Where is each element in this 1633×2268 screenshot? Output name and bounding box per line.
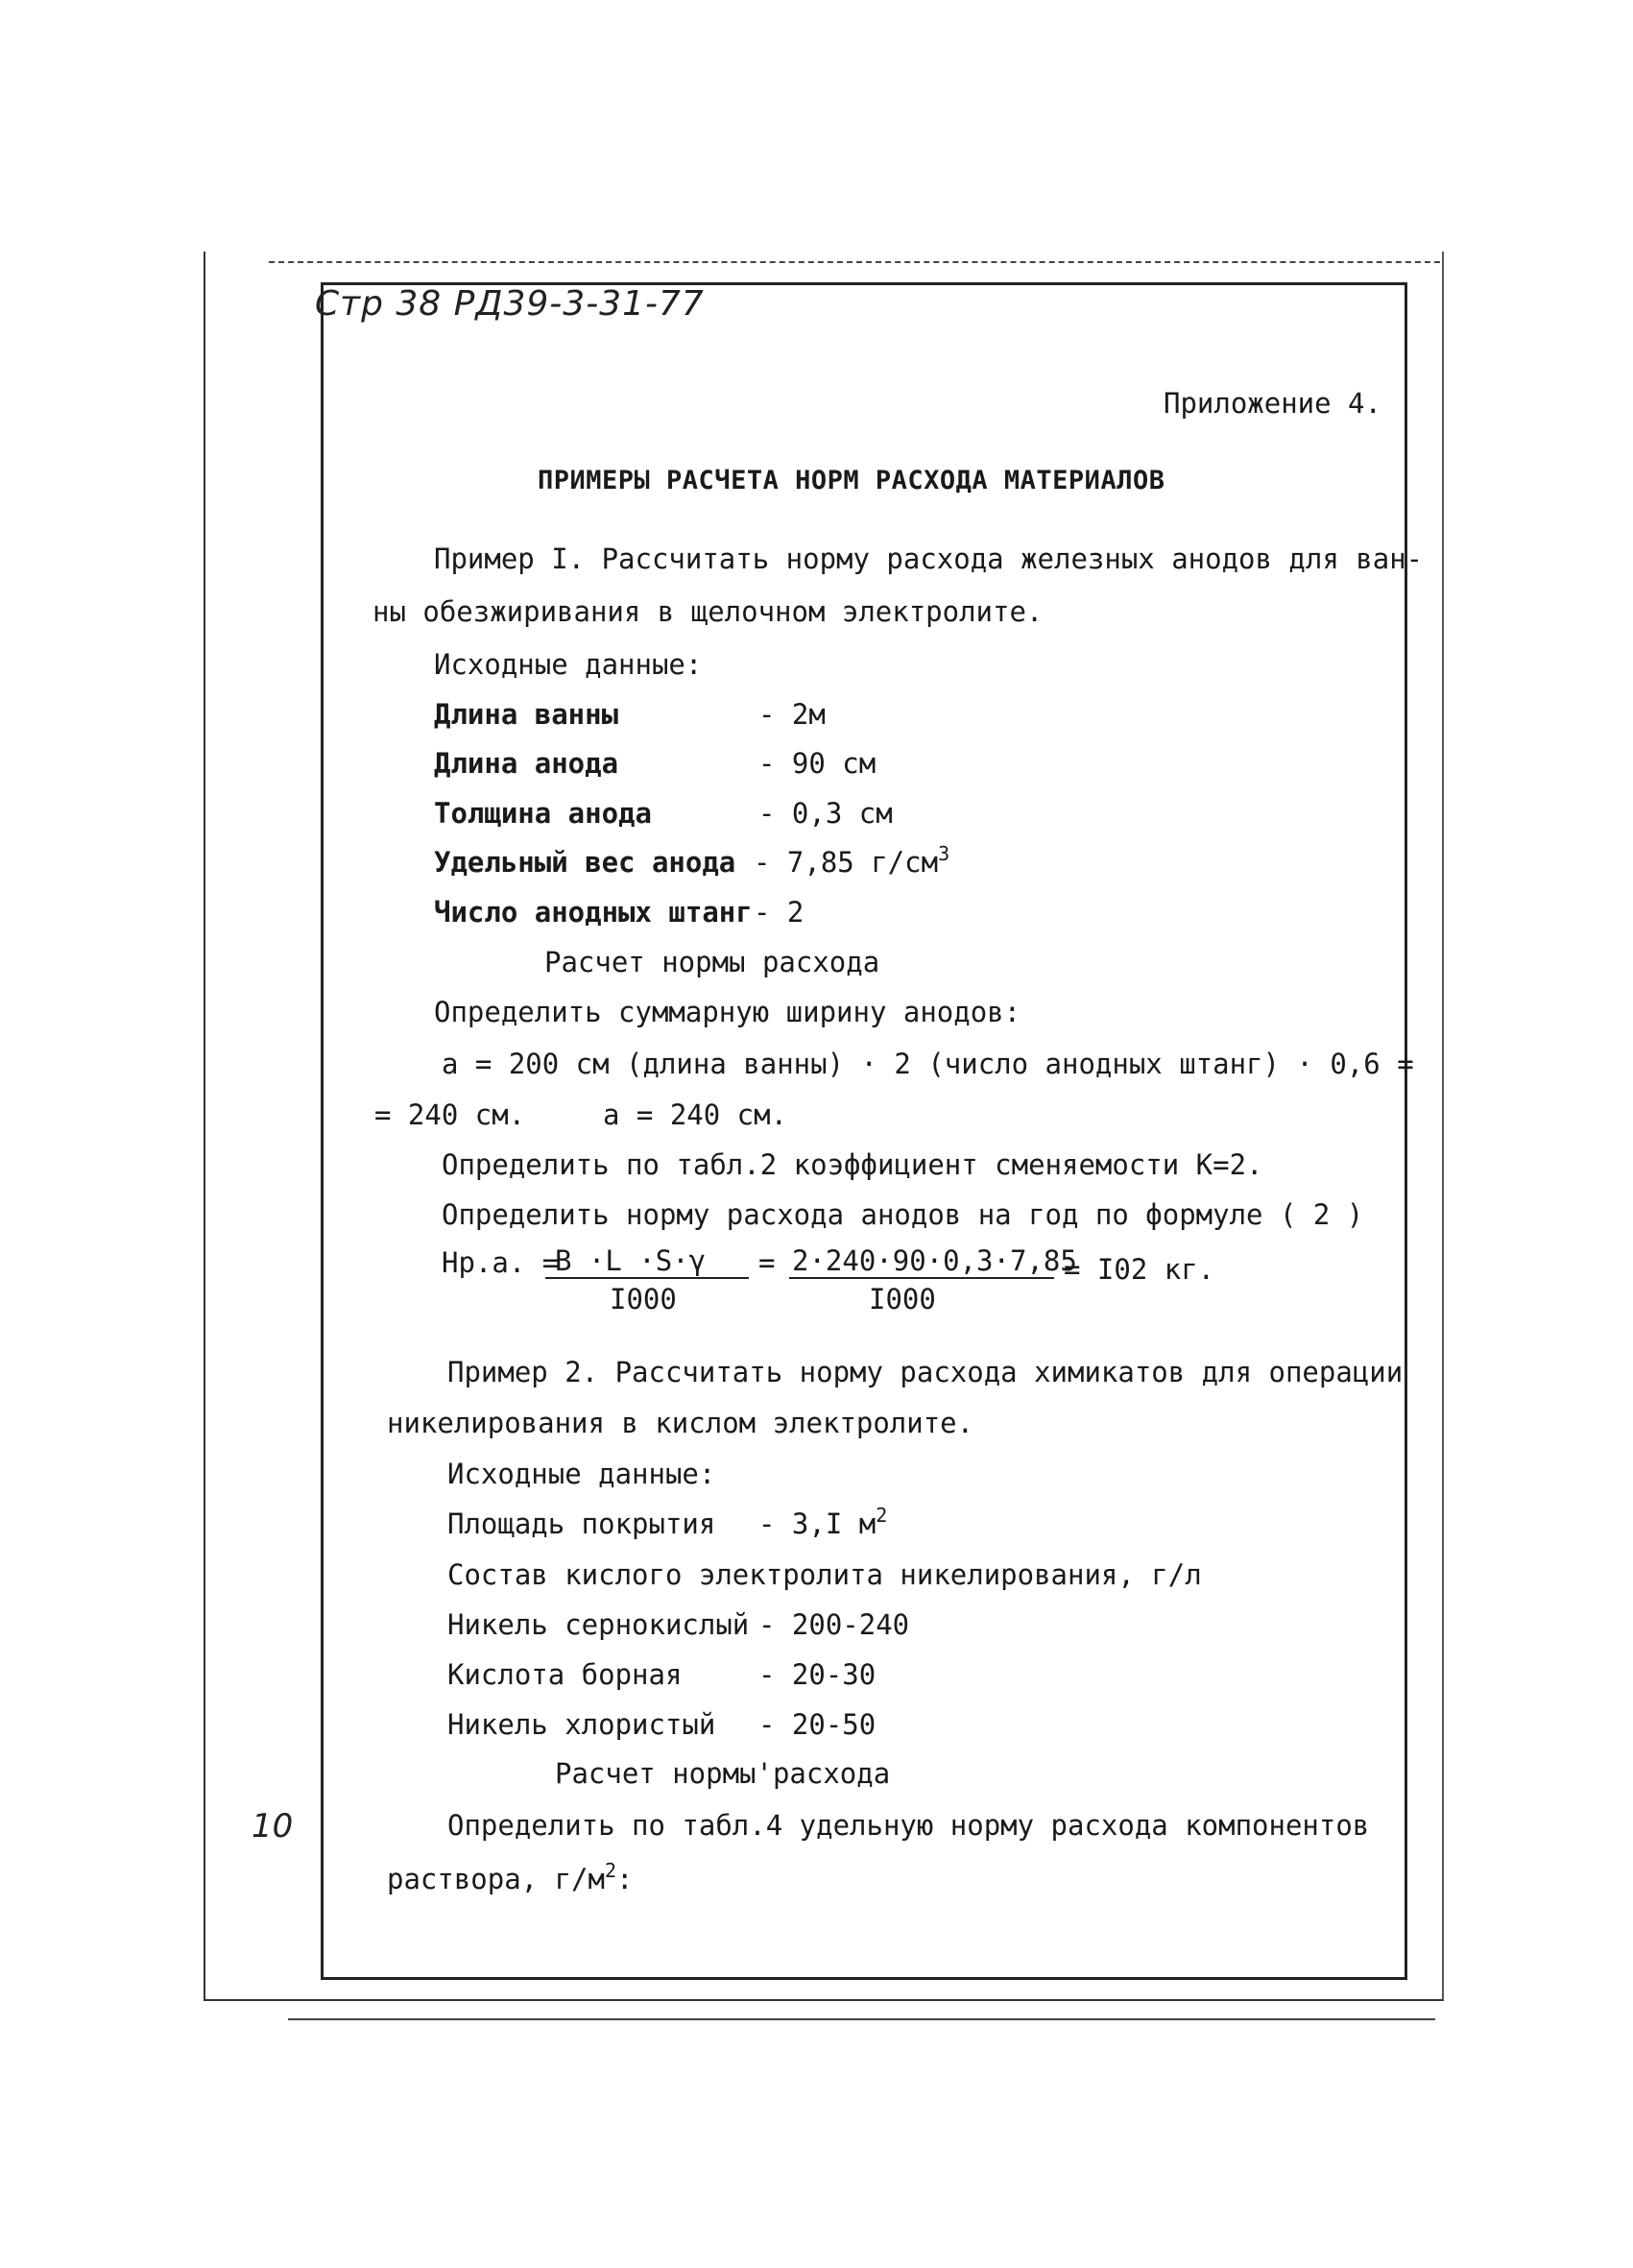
param-value: - 90 см xyxy=(758,747,877,780)
norm-equals: = xyxy=(758,1246,776,1279)
norm-denominator-2: I000 xyxy=(869,1283,936,1315)
example2-intro-line1: Пример 2. Рассчитать норму расхода химикатов для операции xyxy=(447,1356,1404,1388)
bottom-rule xyxy=(288,2018,1435,2020)
norm-denominator: I000 xyxy=(610,1283,677,1315)
example1-step2: Определить по табл.2 коэффициент сменяемости К=2. xyxy=(442,1148,1263,1181)
component-label: Кислота борная xyxy=(447,1658,683,1691)
area-label: Площадь покрытия xyxy=(447,1508,716,1540)
example2-calc-heading: Расчет нормы'расхода xyxy=(555,1757,891,1790)
outer-frame-top-rule xyxy=(269,261,1440,263)
example1-formula-line2b: а = 240 см. xyxy=(603,1098,788,1131)
example1-formula-line1: а = 200 см (длина ванны) · 2 (число анодных штанг) · 0,6 = xyxy=(442,1048,1414,1080)
example1-formula-line2a: = 240 см. xyxy=(374,1098,526,1131)
norm-fraction-bar-2 xyxy=(789,1277,1054,1279)
component-value: - 20-30 xyxy=(758,1658,877,1691)
example1-step3: Определить норму расхода анодов на год по формуле ( 2 ) xyxy=(442,1198,1364,1231)
example1-step1: Определить суммарную ширину анодов: xyxy=(434,996,1021,1028)
component-value: - 20-50 xyxy=(758,1708,877,1741)
example2-step1-line2: раствора, $г/м^2$: xyxy=(387,1859,634,1895)
example1-intro-line1: Пример I. Рассчитать норму расхода железных анодов для ван- xyxy=(434,543,1424,575)
page-title: ПРИМЕРЫ РАСЧЕТА НОРМ РАСХОДА МАТЕРИАЛОВ xyxy=(538,466,1165,495)
component-label: Никель хлористый xyxy=(447,1708,716,1741)
example2-intro-line2: никелирования в кислом электролите. xyxy=(387,1407,974,1439)
example1-calc-heading: Расчет нормы расхода xyxy=(544,946,880,978)
param-value: - 0,3 см xyxy=(758,797,893,830)
example1-intro-line2: ны обезжиривания в щелочном электролите. xyxy=(372,595,1044,628)
norm-label: Нр.а. = xyxy=(442,1246,560,1279)
param-label: Удельный вес анода xyxy=(434,846,736,879)
appendix-label: Приложение 4. xyxy=(1164,387,1381,420)
document-stamp: Стр 38 РД39-3-31-77 xyxy=(315,284,705,324)
page-number: 10 xyxy=(252,1807,294,1846)
example2-step1: Определить по табл.4 удельную норму расхода компонентов xyxy=(447,1809,1370,1842)
param-label: Длина ванны xyxy=(434,698,619,731)
example1-source-heading: Исходные данные: xyxy=(434,648,703,681)
param-label: Толщина анода xyxy=(434,797,652,830)
param-label: Длина анода xyxy=(434,747,619,780)
norm-numerator: В ·L ·S·γ xyxy=(555,1244,707,1277)
component-label: Никель сернокислый xyxy=(447,1608,750,1641)
param-value: - 2 xyxy=(754,896,804,929)
area-value: - 3,I $м^2$ xyxy=(758,1504,888,1540)
norm-fraction-bar xyxy=(545,1277,749,1279)
param-label: Число анодных штанг xyxy=(434,896,753,929)
norm-result: = I02 кг. xyxy=(1064,1253,1215,1286)
norm-numerator-2: 2·240·90·0,3·7,85 xyxy=(792,1244,1077,1277)
component-value: - 200-240 xyxy=(758,1608,910,1641)
example2-source-heading: Исходные данные: xyxy=(447,1458,716,1490)
param-value: - 7,85 $г/см^3$ xyxy=(754,842,950,879)
param-value: - 2м xyxy=(758,698,826,731)
electrolyte-composition: Состав кислого электролита никелирования, г/л xyxy=(447,1558,1202,1591)
